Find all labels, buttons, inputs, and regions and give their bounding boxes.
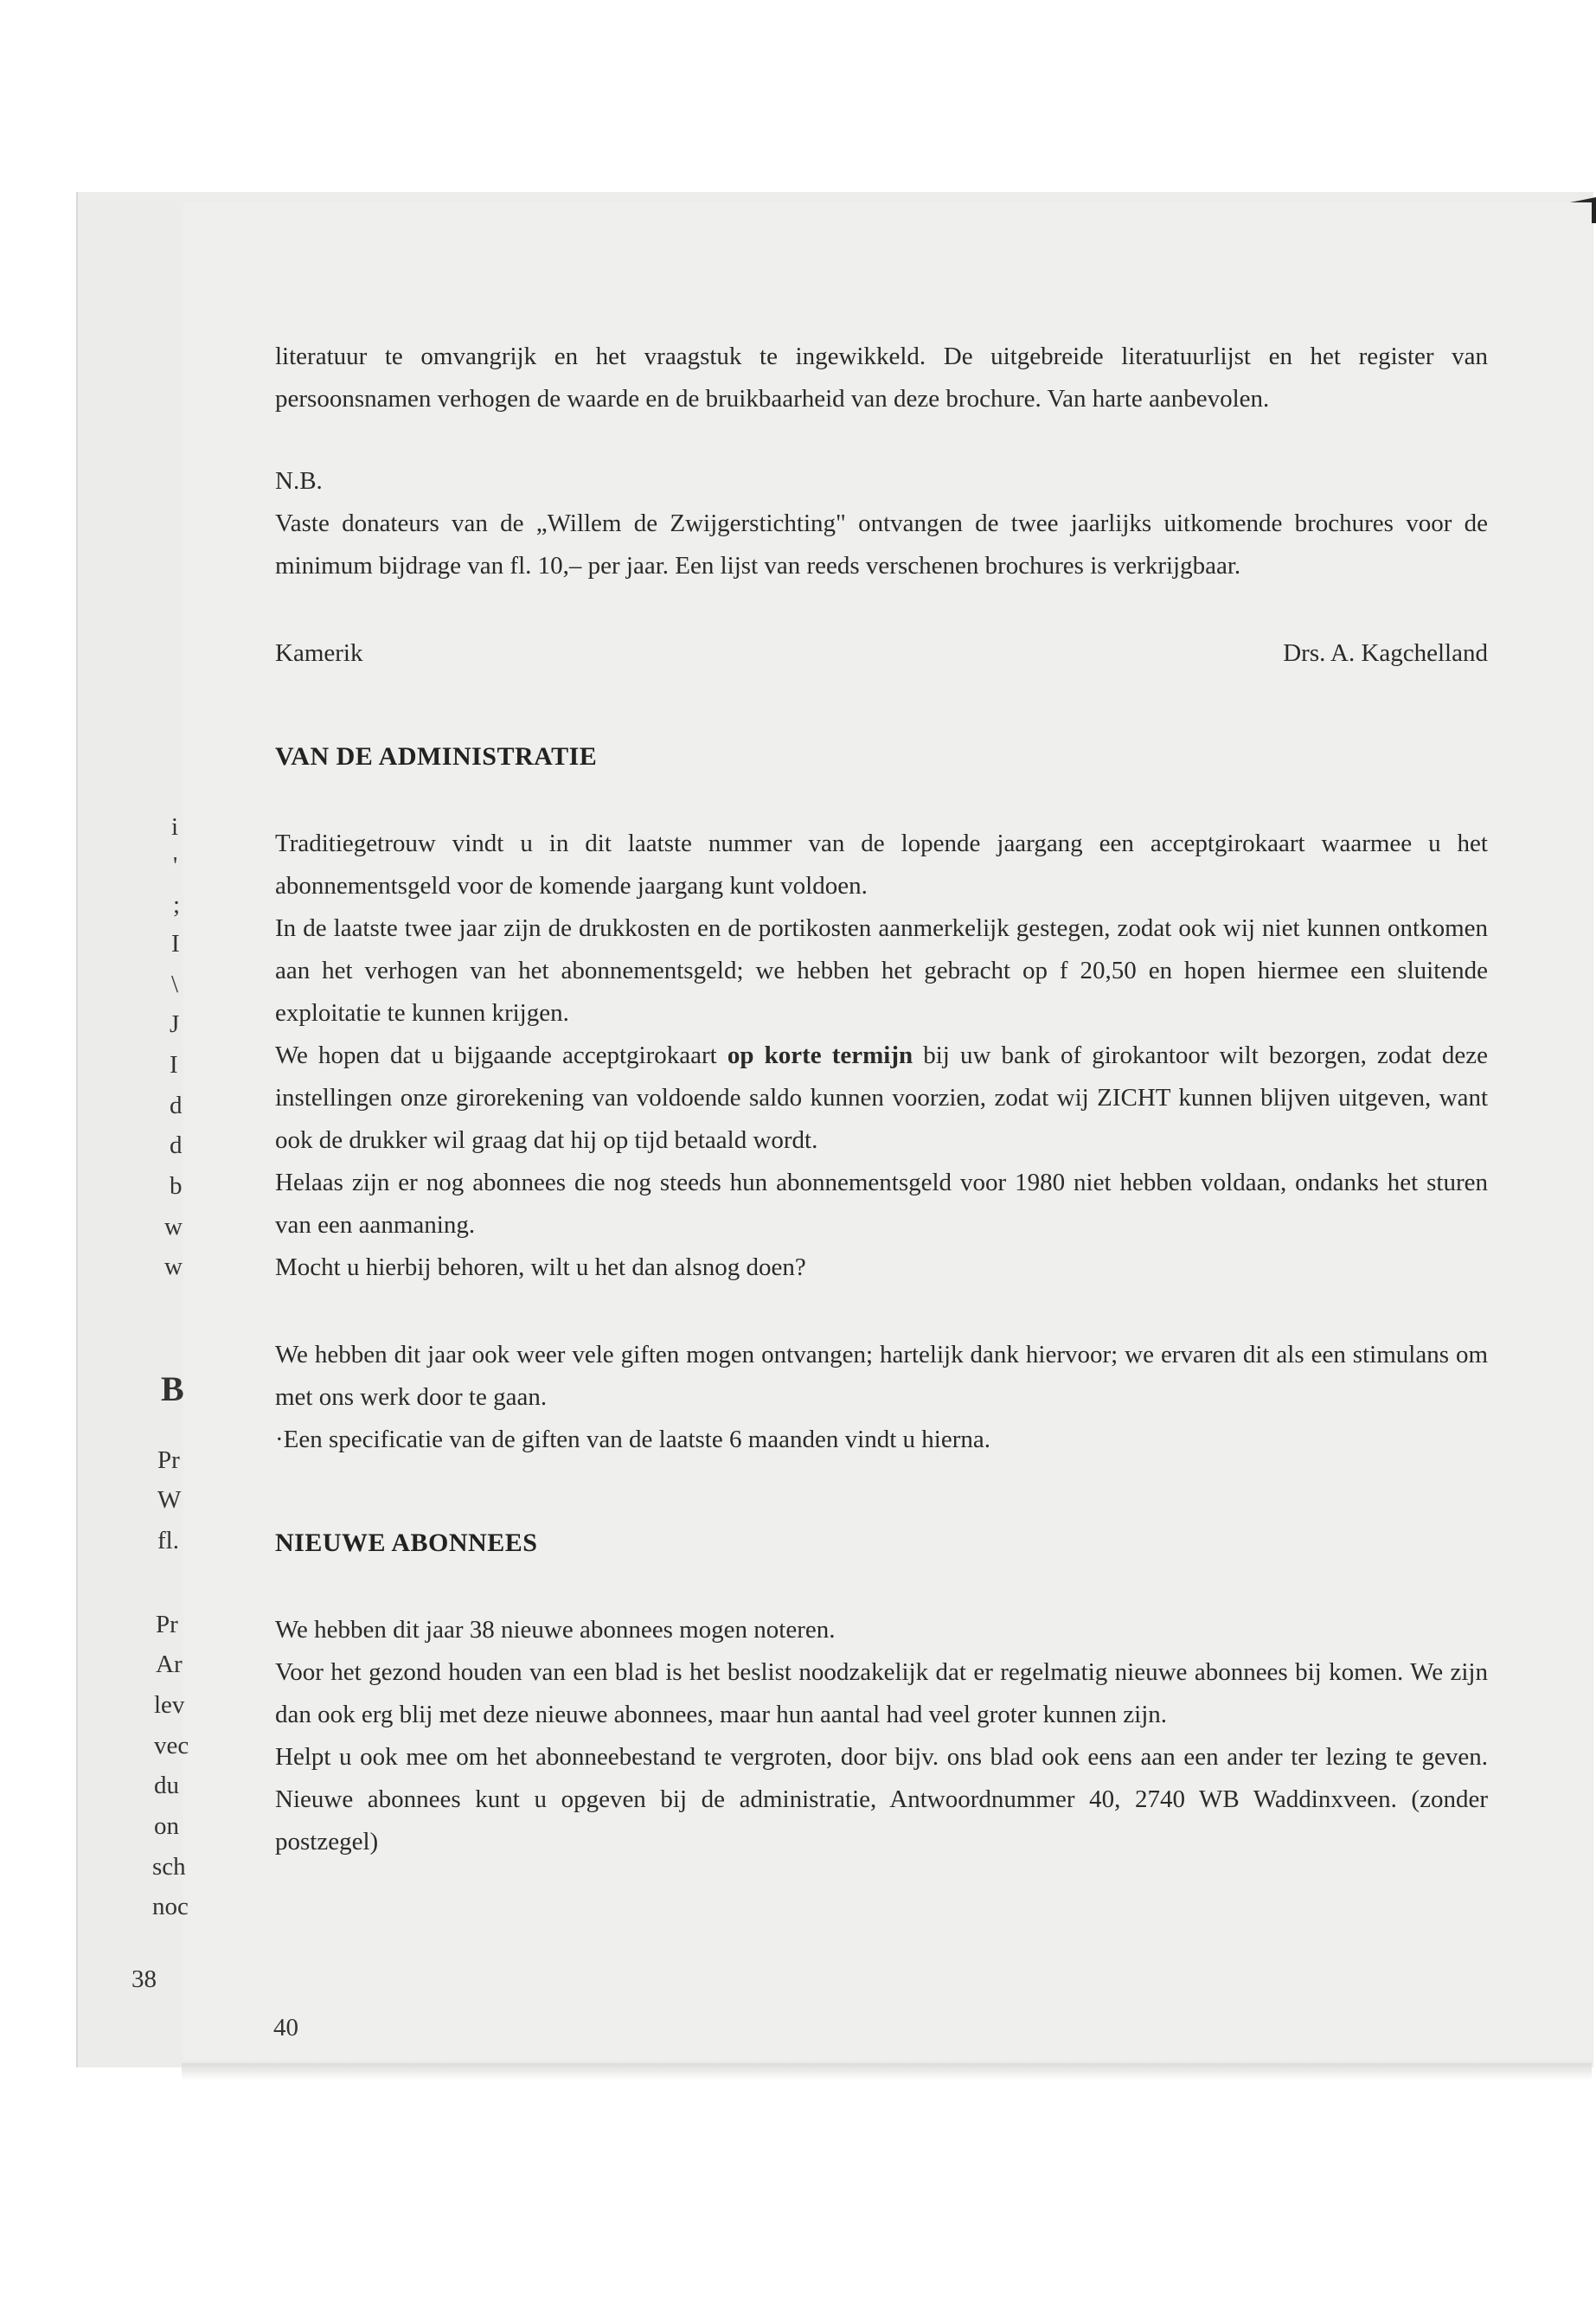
nb-paragraph: Vaste donateurs van de „Willem de Zwijgerstichting" ontvangen de twee jaarlijks uitkomende brochures voor de minimum bijdrage van fl. 10,– per jaar. Een lijst van reeds verschenen brochures is verkrijgbaar.: [275, 510, 1488, 580]
left-fragment: ;: [173, 891, 181, 919]
signature-name: Drs. A. Kagchelland: [1283, 639, 1488, 667]
left-fragment: du: [154, 1772, 179, 1799]
nb-label: N.B.: [275, 467, 323, 495]
left-heading-fragment: B: [161, 1369, 184, 1408]
left-fragment: I: [171, 930, 180, 958]
emphasis-short-term: op korte termijn: [727, 1042, 913, 1069]
left-fragment: J: [170, 1010, 180, 1038]
left-fragment: on: [154, 1812, 179, 1840]
admin-heading: VAN DE ADMINISTRATIE: [275, 742, 598, 771]
left-fragment: d: [170, 1092, 183, 1119]
left-fragment: I: [170, 1051, 178, 1079]
admin-paragraph-3: [275, 1035, 1488, 1162]
admin-paragraph-3-end: bij uw bank of girokantoor wilt bezorgen, zodat deze instellingen onze girorekening van voldoende saldo kunnen voorzien, zodat wij ZICHT kunnen blijven uitgeven, want ook de drukker wil graag dat hij op tijd betaald wordt.: [275, 1042, 1488, 1154]
left-fragment: \: [171, 971, 179, 998]
left-fragment: Ar: [156, 1650, 183, 1678]
subscribers-paragraph-3: Helpt u ook mee om het abonneebestand te vergroten, door bijv. ons blad ook eens aan een ander ter lezing te geven. Nieuwe abonnees kunt u opgeven bij de administratie, Antwoordnummer 40, 2740 WB Waddinxveen. (zonder postzegel): [275, 1743, 1488, 1856]
signature-place: Kamerik: [275, 639, 363, 667]
left-fragment: vec: [154, 1732, 189, 1759]
left-fragment: w: [164, 1213, 183, 1240]
left-fragment: noc: [152, 1893, 189, 1920]
admin-paragraph-4: Helaas zijn er nog abonnees die nog steeds hun abonnementsgeld voor 1980 niet hebben voldaan, ondanks het sturen van een aanmaning.: [275, 1169, 1488, 1239]
admin-paragraph-2: In de laatste twee jaar zijn de drukkosten en de portikosten aanmerkelijk gestegen, zodat ook wij niet kunnen ontkomen aan het verhogen van het abonnementsgeld; we hebben het gebracht op f 20,50 en hopen hiermee een sluitende exploitatie te kunnen krijgen.: [275, 914, 1488, 1027]
left-fragment: ': [173, 852, 178, 880]
left-fragment: d: [170, 1131, 183, 1159]
left-fragment: sch: [152, 1853, 186, 1881]
left-page-number: 38: [131, 1965, 157, 1993]
intro-paragraph: literatuur te omvangrijk en het vraagstuk te ingewikkeld. De uitgebreide literatuurlijst en het register van persoonsnamen verhogen de waarde en de bruikbaarheid van deze brochure. Van harte aanbevolen.: [275, 343, 1488, 413]
left-fragment: w: [164, 1253, 183, 1280]
left-fragment: b: [170, 1172, 183, 1200]
admin-paragraph-5: Mocht u hierbij behoren, wilt u het dan alsnog doen?: [275, 1253, 806, 1281]
admin-paragraph-6: We hebben dit jaar ook weer vele giften mogen ontvangen; hartelijk dank hiervoor; we ervaren dit als een stimulans om met ons werk door te gaan.: [275, 1341, 1488, 1411]
right-page-number: 40: [273, 2014, 298, 2041]
left-fragment: i: [171, 813, 179, 841]
left-fragment: fl.: [157, 1527, 179, 1554]
left-fragment: Pr: [157, 1446, 180, 1474]
article-column: [275, 336, 1488, 1863]
subscribers-paragraph-2: Voor het gezond houden van een blad is het beslist noodzakelijk dat er regelmatig nieuwe abonnees bij komen. We zijn dan ook erg blij met deze nieuwe abonnees, maar hun aantal had veel groter kunnen zijn.: [275, 1658, 1488, 1728]
page-shadow: [182, 2063, 1592, 2080]
subscribers-paragraph-1: We hebben dit jaar 38 nieuwe abonnees mogen noteren.: [275, 1616, 836, 1644]
admin-paragraph-7: ·Een specificatie van de giften van de laatste 6 maanden vindt u hierna.: [275, 1426, 990, 1453]
admin-paragraph-3-start: We hopen dat u bijgaande acceptgirokaart: [275, 1042, 727, 1069]
signature-line: [275, 632, 1488, 675]
admin-paragraph-1: Traditiegetrouw vindt u in dit laatste nummer van de lopende jaargang een acceptgirokaart waarmee u het abonnementsgeld voor de komende jaargang kunt voldoen.: [275, 830, 1488, 900]
left-fragment: lev: [154, 1691, 185, 1719]
left-fragment: Pr: [156, 1611, 178, 1638]
left-fragment: W: [157, 1486, 182, 1514]
subscribers-heading: NIEUWE ABONNEES: [275, 1529, 538, 1557]
